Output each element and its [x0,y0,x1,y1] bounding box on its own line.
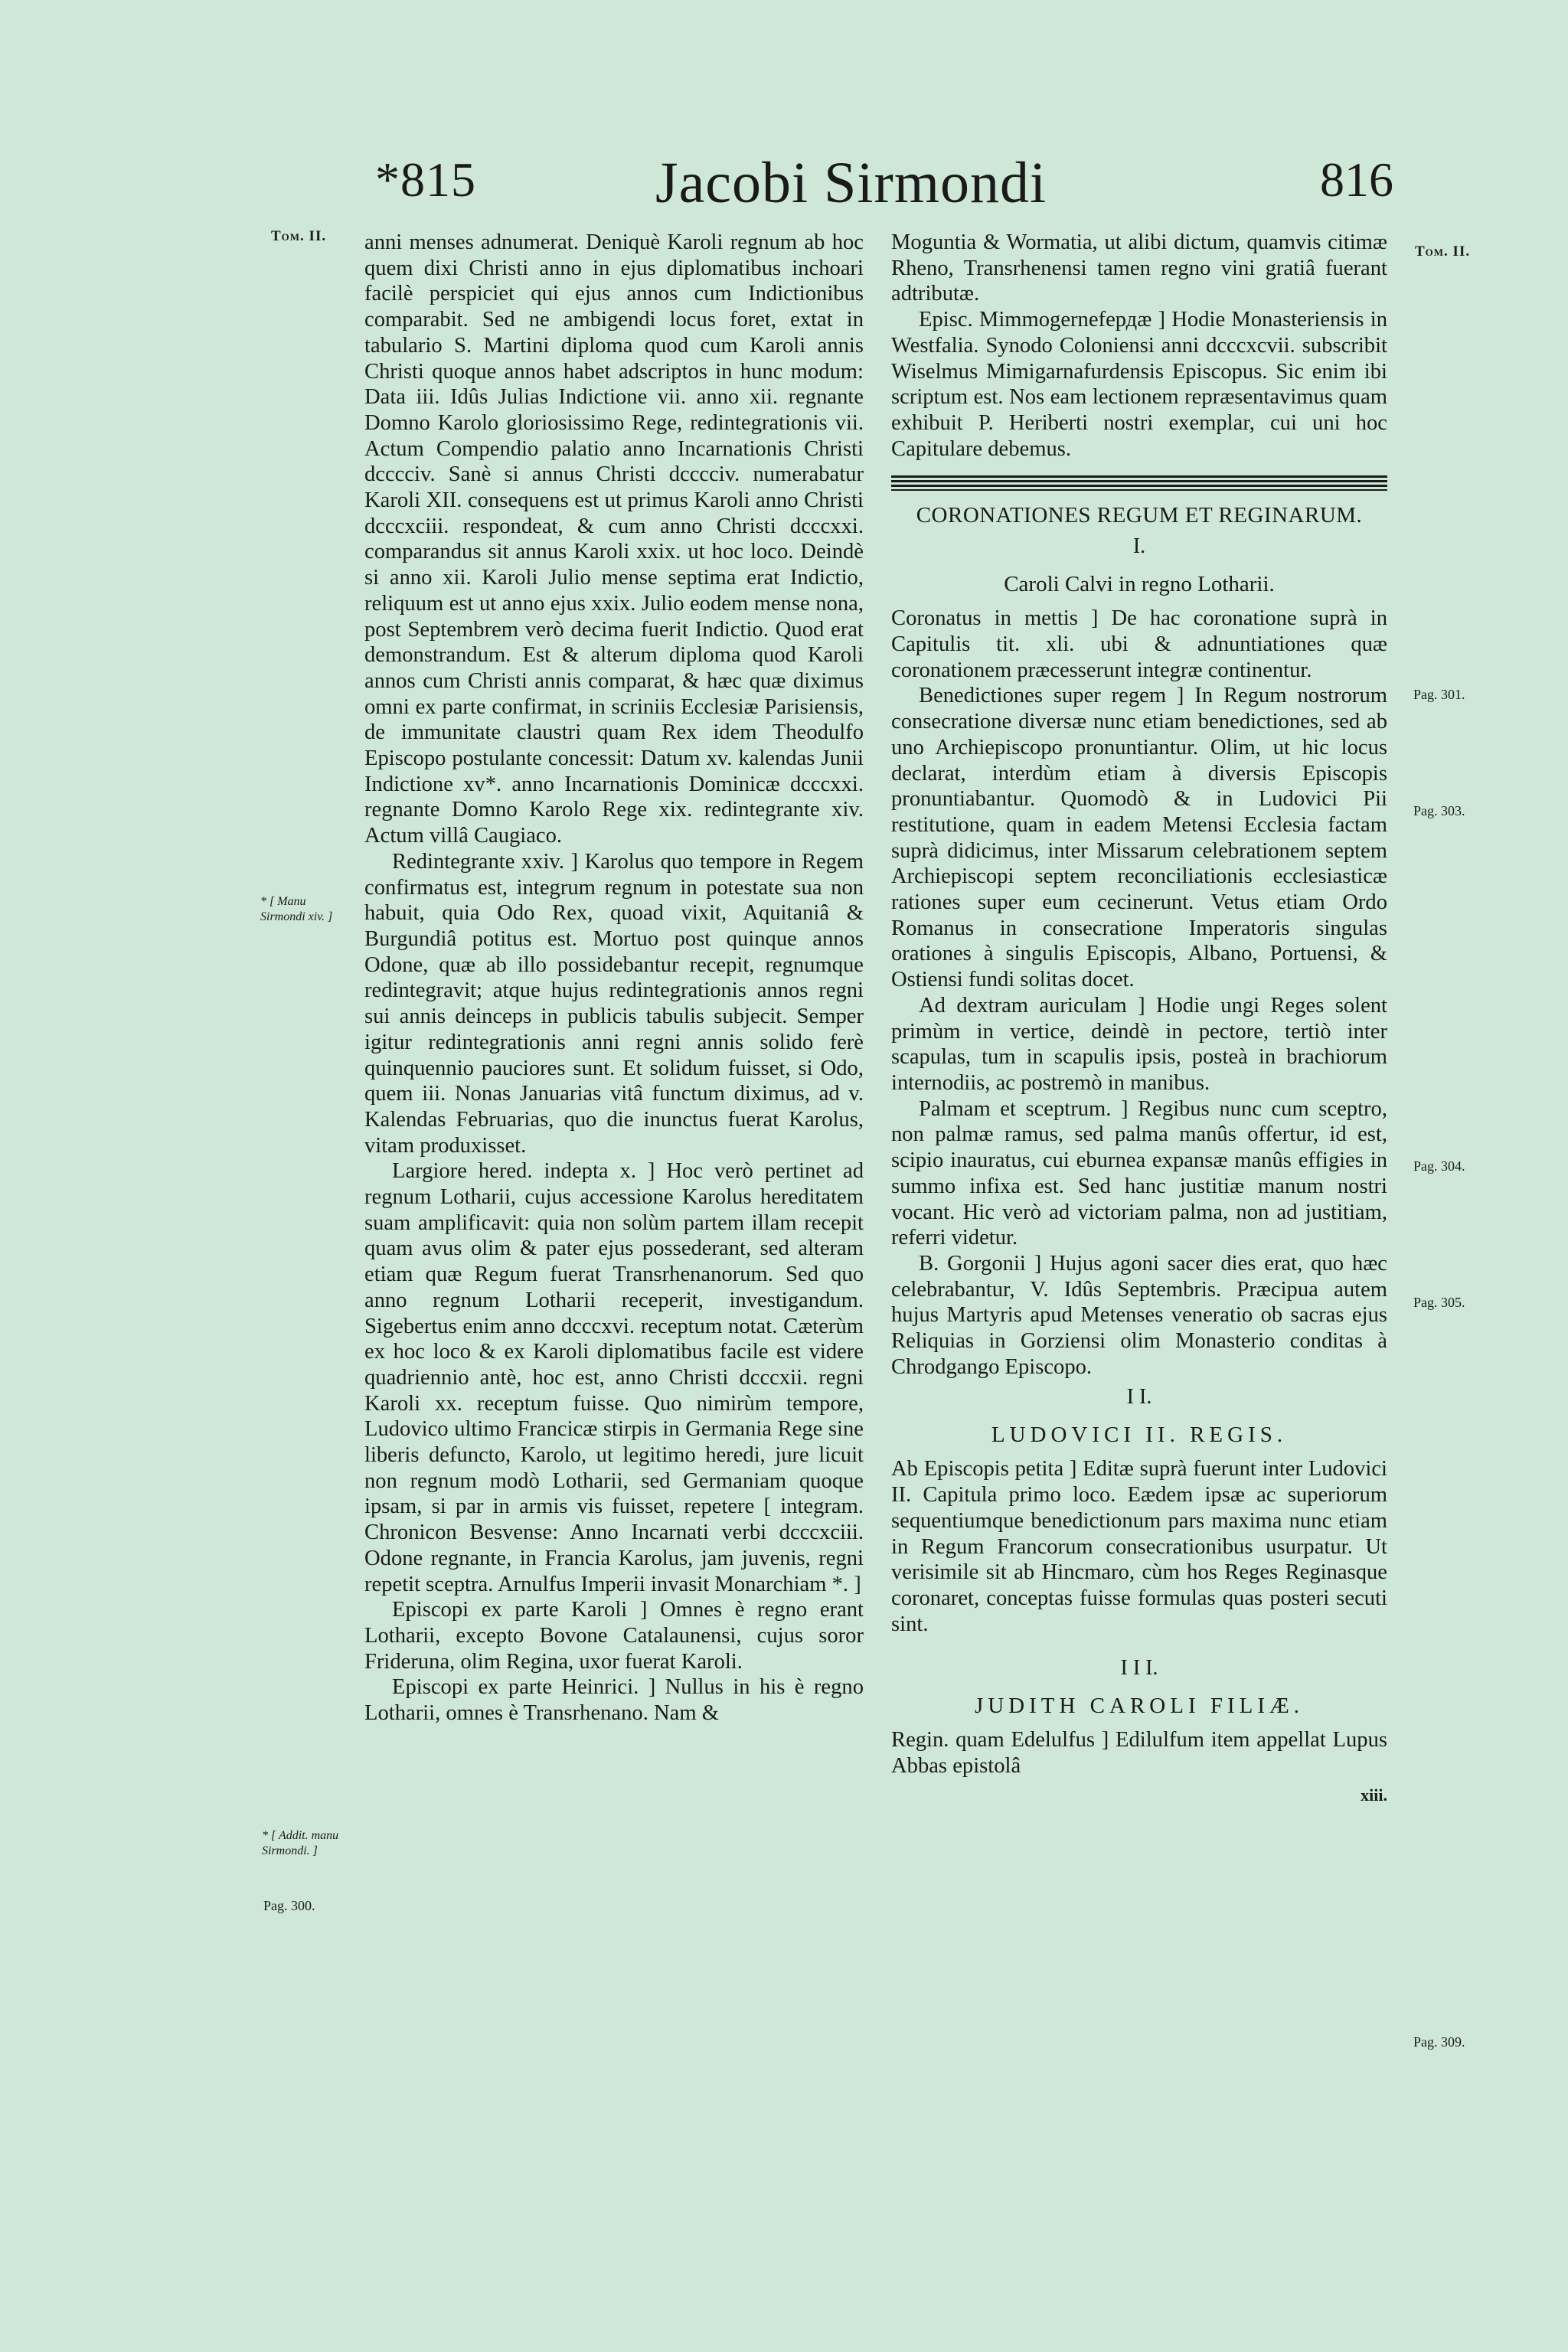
paragraph: Largiore hered. indepta x. ] Hoc verò pertinet ad regnum Lotharii, cujus accessione Karolus hereditatem suam amplificavit: quia non solùm partem illam recepit quam avus olim & pater ejus possederant, sed alteram etiam quæ Regum fuerat Transrhenanorum. Sed quo anno regnum Lotharii receperit, investigandum. Sigebertus enim anno dcccxvi. receptum notat. Cæterùm ex hoc loco & ex Karoli diplomatibus facile est videre quadriennio antè, hoc est, anno Christi dcccxii. regni Karoli xx. receptum fuisse. Quo nimirùm tempore, Ludovico ultimo Francicæ stirpis in Germania Rege sine liberis defuncto, Karolo, ut legitimo heredi, jure licuit non regnum modò Lotharii, sed Germaniam quoque ipsam, si par in armis vis fuisset, repetere [ integram. Chronicon Besvense: Anno Incarnati verbi dcccxciii. Odone regnante, in Francia Karolus, jam juvenis, regni repetit sceptra. Arnulfus Imperii invasit Monarchiam *. ] [364,1159,864,1596]
margin-note-addit: * [ Addit. manu Sirmondi. ] [262,1829,339,1857]
paragraph: Moguntia & Wormatia, ut alibi dictum, quamvis citimæ Rheno, Transrhenensi tamen regno vini gratiâ fuerant adtributæ. [891,230,1387,306]
margin-note-manu-sirmondi: * [ Manu Sirmondi xiv. ] [260,895,333,923]
paragraph: Coronatus in mettis ] De hac coronatione suprà in Capitulis tit. xli. ubi & adnuntiationes quæ coronationem præcesserunt integræ continentur. [891,606,1387,682]
page-reference-left: Pag. 300. [263,1898,315,1913]
page-reference-right: Pag. 301. [1413,687,1465,702]
catchword: xiii. [1361,1785,1387,1805]
section-number: I I. [1126,1385,1152,1410]
paragraph: Episc. Mimmogernefердæ ] Hodie Monasteriensis in Westfalia. Synodo Coloniensi anni dcccxcvii. subscribit Wiselmus Mimigarnafurdensis Episcopus. Sic enim ibi scriptum est. Nos eam lectionem repræsentavimus quam exhibuit P. Heriberti nostri exemplar, cui uni hoc Capitulare debemus. [891,308,1387,461]
section-title: CORONATIONES REGUM ET REGINARUM. [916,503,1363,528]
left-page-number: *815 [375,152,476,207]
paragraph: Ab Episcopis petita ] Editæ suprà fuerunt inter Ludovici II. Capitula primo loco. Eædem ipsæ ac superiorum sequentiumque benedictionum pars maxima nunc etiam in Regum Francorum consecrationibus usurpatur. Ut verisimile sit ab Hincmaro, cùm hos Reges Reginasque coronaret, conceptas fuisse formulas quas posteri secuti sint. [891,1457,1387,1636]
paragraph: Ad dextram auriculam ] Hodie ungi Reges solent primùm in vertice, deindè in pectore, tertiò inter scapulas, tum in scapulis ipsis, posteà in brachiorum internodiis, ac postremò in manibus. [891,993,1387,1095]
tome-marker-left: Tom. II. [271,228,327,244]
section-number: I I I. [1120,1656,1158,1681]
left-text-column [364,230,864,1726]
section-subtitle: JUDITH CAROLI FILIÆ. [974,1694,1305,1719]
page-reference-right: Pag. 303. [1413,803,1465,818]
paragraph: Palmam et sceptrum. ] Regibus nunc cum sceptro, non palmæ ramus, sed palma manûs offertur, id est, scipio inauratus, cui eburnea expansæ manûs effigies in summo infixa est. Sed hanc justitiæ manum nostri vocant. Hic verò ad victoriam palma, non ad justitiam, referri videtur. [891,1096,1387,1250]
right-text-column [891,230,1387,1808]
page-reference-right: Pag. 309. [1413,2034,1465,2050]
page-reference-right: Pag. 304. [1413,1158,1465,1174]
tome-marker-right: Tom. II. [1415,243,1471,260]
section-subtitle: LUDOVICI II. REGIS. [991,1423,1288,1448]
paragraph: B. Gorgonii ] Hujus agoni sacer dies erat, quo hæc celebrabantur, V. Idûs Septembris. Præcipua autem hujus Martyris apud Metenses veneratio ob sacras ejus Reliquias in Gorziensi olim Monasterio conditas à Chrodgango Episcopo. [891,1251,1387,1379]
section-subtitle: Caroli Calvi in regno Lotharii. [1004,572,1275,597]
paragraph: Episcopi ex parte Heinrici. ] Nullus in his è regno Lotharii, omnes è Transrhenano. Nam & [364,1675,864,1726]
paragraph: anni menses adnumerat. Deniquè Karoli regnum ab hoc quem dixi Christi anno in ejus diplomatibus inchoari facilè perspiciet qui ejus annos cum Indictionibus comparabit. Sed ne ambigendi locus foret, extat in tabulario S. Martini diploma quod cum Karoli annis Christi quoque annos habet adscriptos in hunc modum: Data iii. Idûs Julias Indictione vii. anno xii. regnante Domno Karolo gloriosissimo Rege, redintegrationis vii. Actum Compendio palatio anno Incarnationis Christi dcccciv. Sanè si annus Christi dcccciv. numerabatur Karoli XII. consequens est ut primus Karoli anno Christi dcccxciii. respondeat, & cum anno Christi dcccxxi. comparandus sit annus Karoli xxix. ut hoc loco. Deindè si anno xii. Karoli Julio mense septima erat Indictio, reliquum est ut anno ejus xxix. Julio eodem mense nona, post Septembrem verò decima fuerit Indictio. Quod erat demonstrandum. Est & alterum diploma quod Karoli annos cum Christi annis comparat, & hæc quæ diximus omni ex parte confirmat, in scriniis Ecclesiæ Parisiensis, de immunitate claustri quam Rex idem Theodulfo Episcopo postulante concessit: Datum xv. kalendas Junii Indictione xv*. anno Incarnationis Dominicæ dcccxxi. regnante Domno Karolo Rege xix. redintegrante xiv. Actum villâ Caugiaco. [364,230,864,848]
paragraph: Regin. quam Edelulfus ] Edilulfum item appellat Lupus Abbas epistolâ [891,1728,1387,1779]
section-divider-rule [891,475,1387,491]
right-page-number: 816 [1320,152,1393,207]
paragraph: Benedictiones super regem ] In Regum nostrorum consecratione diversæ nunc etiam benedictiones, sed ab uno Archiepiscopo pronuntiantur. Olim, ut hic locus declarat, interdùm etiam à diversis Episcopis pronuntiabantur. Quomodò & in Ludovici Pii restitutione, quam in eadem Metensi Ecclesia factam suprà didicimus, inter Missarum celebrationem septem Archiepiscopi septem reconciliationis ecclesiasticæ rationes super eum cecinerunt. Vetus etiam Ordo Romanus in consecratione Imperatoris singulas orationes à singulis Episcopis, Albano, Portuensi, & Ostiensi fundi solitas docet. [891,684,1387,992]
running-title: Jacobi Sirmondi [655,151,1047,215]
paragraph: Redintegrante xxiv. ] Karolus quo tempore in Regem confirmatus est, integrum regnum in potestate sua non habuit, quia Odo Rex, quoad vixit, Aquitaniâ & Burgundiâ potitus est. Mortuo post quinque annos Odone, quæ ab illo possidebantur recepit, regnumque redintegravit; atque hujus redintegrationis annos regni sui annis deinceps in publicis tabulis subjecit. Semper igitur redintegrationis anni regni annis solido ferè quinquennio pauciores sunt. Et solidum fuisset, si Odo, quem iii. Nonas Januarias vitâ functum diximus, ad v. Kalendas Februarias, quo die inunctus fuerat Karolus, vitam produxisset. [364,849,864,1158]
page-reference-right: Pag. 305. [1413,1295,1465,1310]
paragraph: Episcopi ex parte Karoli ] Omnes è regno erant Lotharii, excepto Bovone Catalaunensi, cujus soror Frideruna, olim Regina, uxor fuerat Karoli. [364,1598,864,1674]
section-number: I. [1132,534,1146,559]
